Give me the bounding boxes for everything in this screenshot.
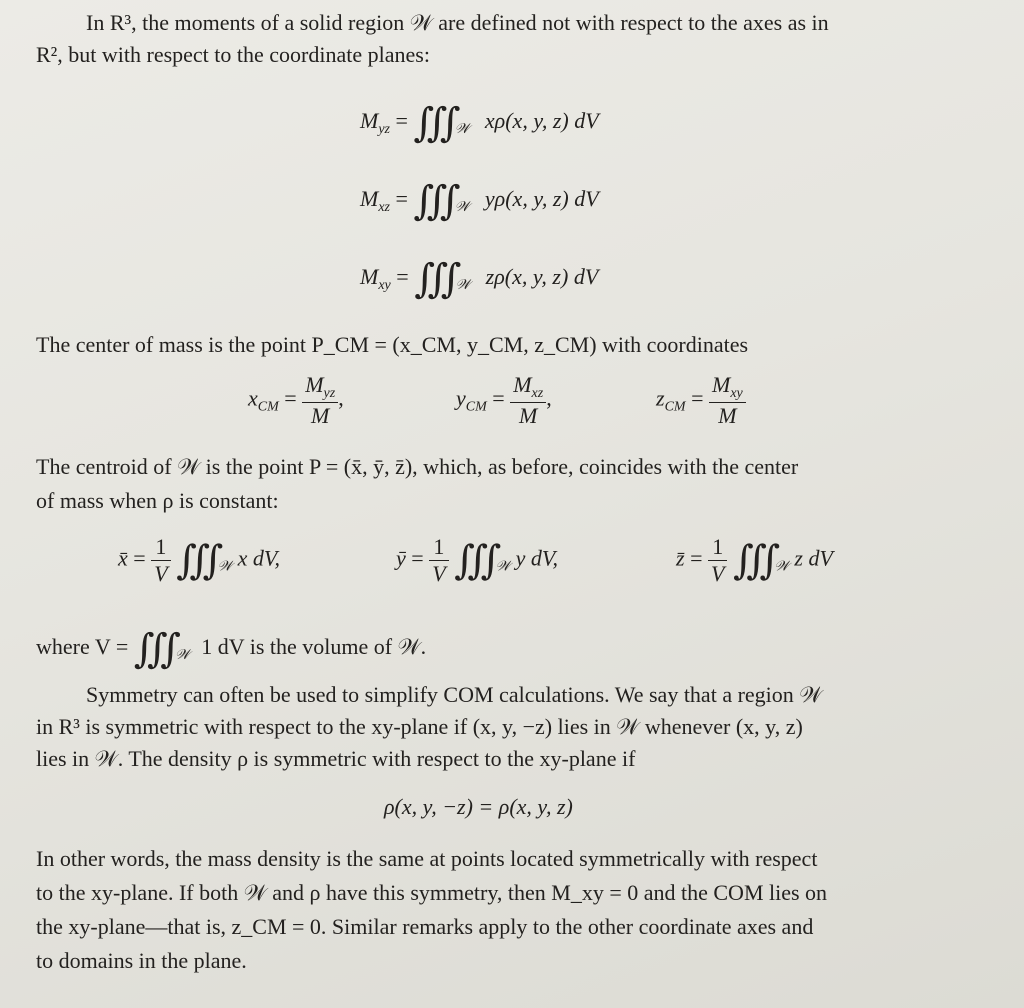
para4-line3: lies in 𝒲. The density ρ is symmetric with respect to the xy-plane if	[36, 746, 636, 771]
cm-sub: CM	[257, 399, 279, 415]
para4-line2: in R³ is symmetric with respect to the xy-plane if (x, y, −z) lies in 𝒲 whenever (x, y, z)	[36, 714, 803, 739]
fraction: $\frac{M_{xy}}{M}$	[709, 372, 746, 429]
volume-prefix: where V =	[36, 634, 129, 659]
equals-sign: =	[133, 545, 146, 571]
region-sub: 𝒲	[455, 278, 471, 293]
fraction: $\frac{M_{xz}}{M}$	[510, 372, 546, 429]
region-sub: 𝒲	[454, 122, 470, 137]
para5-line1: In other words, the mass density is the same at points located symmetrically with respect	[36, 846, 818, 871]
equals-sign: =	[395, 108, 408, 133]
moment-sub: xy	[378, 278, 391, 293]
cm-sub: CM	[465, 399, 487, 415]
com-x: $x_{CM}$ = $\frac{M_{yz}}{M}$ ,	[248, 372, 344, 428]
volume-line	[36, 626, 426, 672]
equals-sign: =	[411, 545, 424, 571]
centroid-z	[676, 534, 833, 587]
para1-line1: In R³, the moments of a solid region 𝒲 are defined not with respect to the axes as in	[86, 10, 829, 35]
para2: The center of mass is the point P_CM = (x_CM, y_CM, z_CM) with coordinates	[36, 332, 749, 357]
moment-integrand: zρ(x, y, z) dV	[485, 264, 599, 289]
com-z	[656, 372, 746, 429]
equals-sign: =	[690, 545, 703, 571]
centroid-x	[118, 534, 280, 587]
symmetry-equation: ρ(x, y, −z) = ρ(x, y, z)	[384, 794, 573, 819]
com-y: $y_{CM}$ = $\frac{M_{xz}}{M}$ ,	[456, 372, 552, 428]
triple-integral-icon: ∭	[133, 626, 176, 672]
moment-myz	[360, 100, 599, 146]
com-lhs: z	[656, 385, 665, 411]
triple-integral-icon: ∭	[413, 100, 455, 146]
equals-sign: =	[284, 385, 297, 411]
centroid-y	[396, 534, 558, 587]
equals-sign: =	[396, 264, 409, 289]
region-sub: 𝒲	[217, 559, 233, 575]
com-lhs: y	[456, 385, 466, 411]
para5-line3: the xy-plane—that is, z_CM = 0. Similar remarks apply to the other coordinate axes and	[36, 914, 814, 939]
volume-suffix: 1 dV is the volume of 𝒲.	[201, 634, 427, 659]
para1-line2: R², but with respect to the coordinate planes:	[36, 42, 430, 67]
fraction: $\frac{1}{V}$	[429, 534, 448, 587]
para3-line2: of mass when ρ is constant:	[36, 488, 279, 513]
moment-integrand: yρ(x, y, z) dV	[484, 186, 599, 211]
centroid-lhs: z̄	[676, 545, 685, 571]
para3-line1: The centroid of 𝒲 is the point P = (x̄, ȳ, z̄), which, as before, coincides with the center	[36, 454, 799, 479]
para5-line4: to domains in the plane.	[36, 948, 247, 973]
com-lhs: x	[248, 385, 258, 411]
fraction: $\frac{1}{V}$	[708, 534, 727, 587]
triple-integral-icon: ∭	[414, 256, 456, 302]
region-sub: 𝒲	[175, 648, 190, 663]
region-sub: 𝒲	[495, 559, 511, 575]
triple-integral-icon: ∭	[413, 178, 455, 224]
centroid-lhs: x̄	[118, 545, 128, 571]
equals-sign: =	[691, 385, 704, 411]
triple-integral-icon: ∭	[176, 537, 218, 584]
centroid-lhs: ȳ	[396, 545, 406, 571]
moment-integrand: xρ(x, y, z) dV	[484, 108, 599, 133]
moment-lhs: M	[360, 186, 379, 211]
cm-sub: CM	[664, 399, 686, 415]
equals-sign: =	[492, 385, 505, 411]
moment-sub: xz	[378, 200, 390, 215]
centroid-integrand: z dV	[794, 545, 833, 571]
moment-mxy	[360, 256, 598, 302]
triple-integral-icon: ∭	[454, 537, 496, 584]
moment-mxz	[360, 178, 599, 224]
moment-lhs: M	[360, 108, 379, 133]
centroid-integrand: y dV,	[515, 545, 558, 571]
region-sub: 𝒲	[454, 200, 470, 215]
centroid-integrand: x dV,	[237, 545, 280, 571]
triple-integral-icon: ∭	[732, 537, 775, 584]
equals-sign: =	[395, 186, 408, 211]
moment-lhs: M	[360, 264, 379, 289]
fraction: $\frac{M_{yz}}{M}$	[302, 372, 338, 429]
moment-sub: yz	[378, 122, 390, 137]
para4-line1: Symmetry can often be used to simplify COM calculations. We say that a region 𝒲	[86, 682, 823, 707]
region-sub: 𝒲	[774, 559, 789, 575]
para5-line2: to the xy-plane. If both 𝒲 and ρ have this symmetry, then M_xy = 0 and the COM lies on	[36, 880, 828, 905]
fraction: $\frac{1}{V}$	[151, 534, 170, 587]
